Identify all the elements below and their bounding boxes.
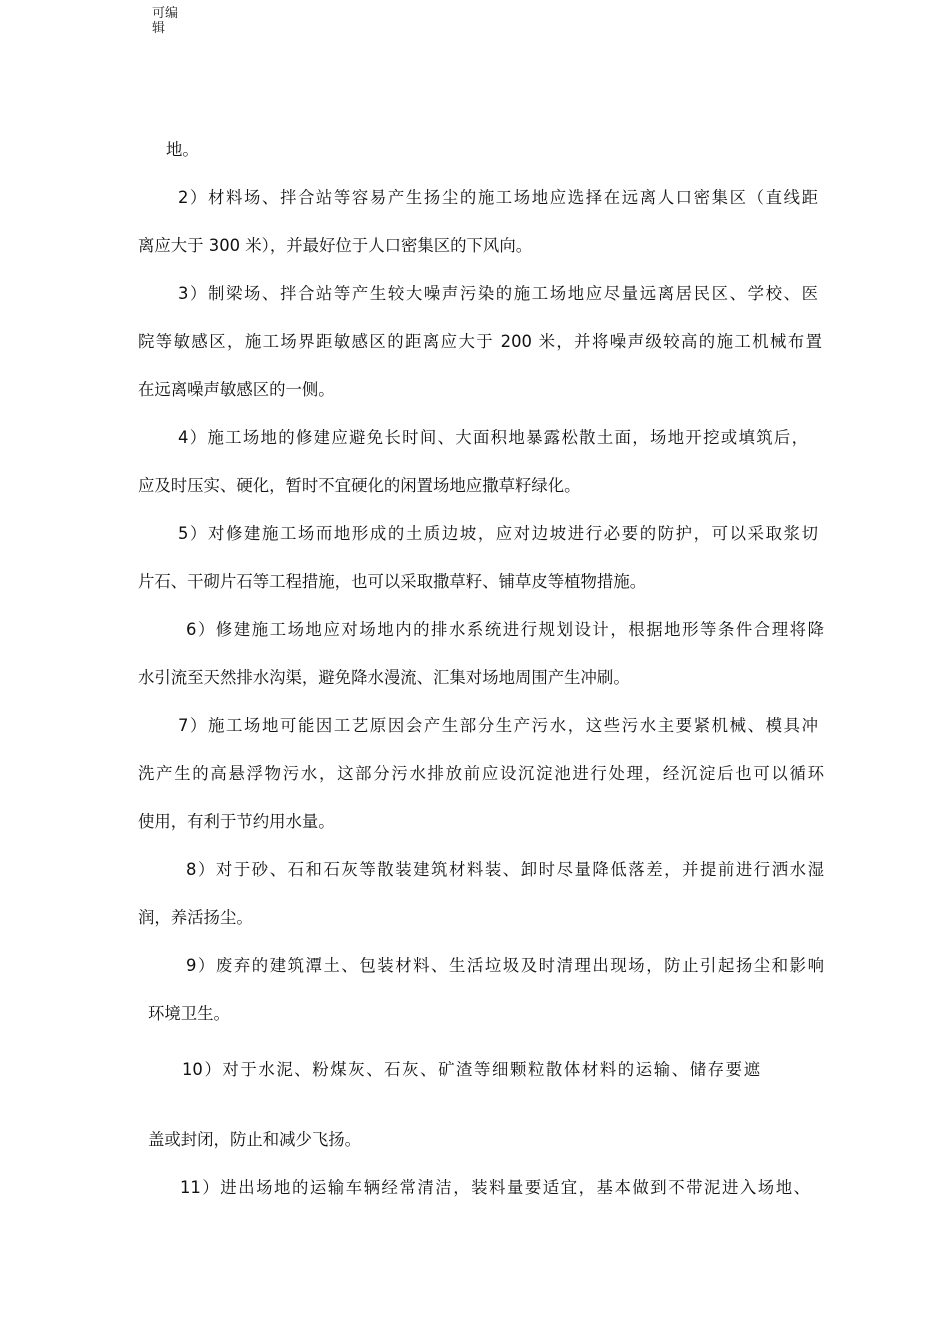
paragraph-6-line-1: 6）修建施工场地应对场地内的排水系统进行规划设计，根据地形等条件合理将降: [186, 620, 824, 639]
paragraph-3-line-2: 院等敏感区，施工场界距敏感区的距离应大于 200 米，并将噪声级较高的施工机械布置: [138, 332, 822, 351]
paragraph-3-line-1: 3）制梁场、拌合站等产生较大噪声污染的施工场地应尽量远离居民区、学校、医: [178, 284, 818, 303]
paragraph-7-line-1: 7）施工场地可能因工艺原因会产生部分生产污水，这些污水主要紧机械、模具冲: [178, 716, 818, 735]
paragraph-9-line-2: 环境卫生。: [148, 1004, 230, 1023]
paragraph-8-line-2: 润，养活扬尘。: [138, 908, 253, 927]
paragraph-11-line-1: 11）进出场地的运输车辆经常清洁，装料量要适宜，基本做到不带泥进入场地、: [180, 1178, 810, 1197]
paragraph-3-line-3: 在远离噪声敏感区的一侧。: [138, 380, 335, 399]
editable-watermark: [152, 6, 192, 36]
paragraph-9-line-1: 9）废弃的建筑潭土、包装材料、生活垃圾及时清理出现场，防止引起扬尘和影响: [186, 956, 824, 975]
paragraph-7-line-2: 洗产生的高悬浮物污水，这部分污水排放前应设沉淀池进行处理，经沉淀后也可以循环: [138, 764, 824, 783]
paragraph-1-line-1: 地。: [166, 140, 199, 159]
editable-watermark-line-1: 可编: [152, 6, 179, 21]
paragraph-7-line-3: 使用，有利于节约用水量。: [138, 812, 335, 831]
paragraph-10-line-2: 盖或封闭，防止和减少飞扬。: [148, 1130, 362, 1149]
paragraph-2-line-2: 离应大于 300 米），并最好位于人口密集区的下风向。: [138, 236, 533, 255]
paragraph-10-line-1: 10）对于水泥、粉煤灰、石灰、矿渣等细颗粒散体材料的运输、储存要遮: [182, 1060, 760, 1079]
paragraph-2-line-1: 2）材料场、拌合站等容易产生扬尘的施工场地应选择在远离人口密集区（直线距: [178, 188, 818, 207]
paragraph-4-line-1: 4）施工场地的修建应避免长时间、大面积地暴露松散土面，场地开挖或填筑后，: [178, 428, 808, 447]
paragraph-6-line-2: 水引流至天然排水沟渠，避免降水漫流、汇集对场地周围产生冲刷。: [138, 668, 630, 687]
editable-watermark-line-2: 辑: [152, 21, 166, 36]
paragraph-8-line-1: 8）对于砂、石和石灰等散装建筑材料装、卸时尽量降低落差，并提前进行洒水湿: [186, 860, 824, 879]
paragraph-5-line-1: 5）对修建施工场而地形成的土质边坡，应对边坡进行必要的防护，可以采取浆切: [178, 524, 818, 543]
paragraph-5-line-2: 片石、干砌片石等工程措施，也可以采取撒草籽、铺草皮等植物措施。: [138, 572, 647, 591]
paragraph-4-line-2: 应及时压实、硬化，暂时不宜硬化的闲置场地应撒草籽绿化。: [138, 476, 581, 495]
